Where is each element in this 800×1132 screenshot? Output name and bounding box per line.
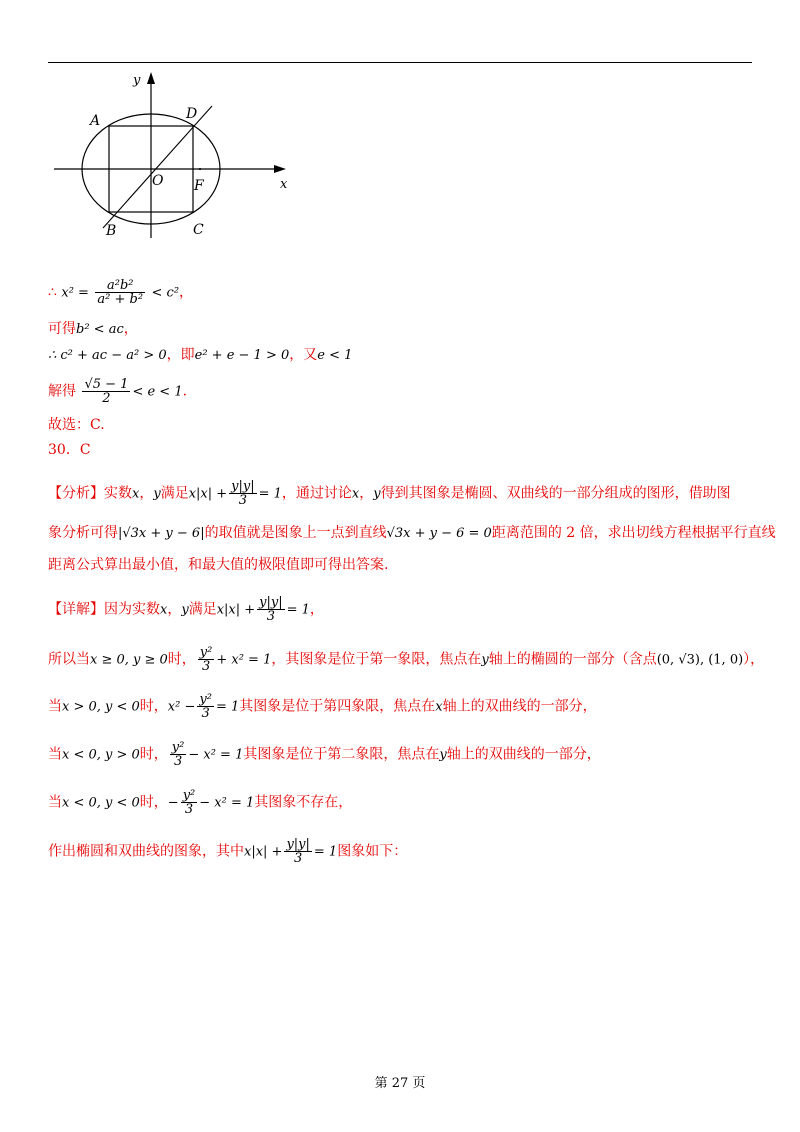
frac-num: y² <box>199 692 212 707</box>
therefore-symbol: ∴ <box>48 284 57 301</box>
text: ，又 <box>289 347 318 363</box>
text: 作出椭圆和双曲线的图象，其中 <box>48 843 244 860</box>
math-expr: = 1 <box>286 602 310 618</box>
frac-num: y² <box>171 740 185 755</box>
frac-den: a² + b² <box>97 292 144 307</box>
detail-line-1 <box>48 596 324 623</box>
math-expr: b² < ac <box>76 322 124 337</box>
line-e-inequality <box>48 344 352 367</box>
text: 其图象是位于第四象限，焦点在 <box>239 698 436 715</box>
var: x <box>435 699 443 715</box>
answer-line <box>48 414 105 436</box>
frac-num: a²b² <box>95 279 145 293</box>
math-expr: x ≥ 0, y ≥ 0 <box>90 652 168 668</box>
text: ， <box>359 485 374 502</box>
math-expr: − x² = 1 <box>199 795 255 811</box>
fraction <box>170 741 187 768</box>
fraction <box>198 646 215 673</box>
text: 得到其图象是椭圆、双曲线的一部分组成的图形，借助图 <box>380 485 731 502</box>
text: 满足 <box>160 485 189 502</box>
math-expr: x² = <box>61 285 89 301</box>
case-line-4 <box>48 789 352 816</box>
text: 距离范围的 2 倍，求出切线方程根据平行直线 <box>491 525 776 541</box>
math-expr: e² + e − 1 > 0 <box>194 348 290 363</box>
frac-den: 3 <box>173 754 183 769</box>
ellipse-figure <box>48 70 298 240</box>
case-line-2 <box>48 693 597 720</box>
text: 当 <box>48 698 62 715</box>
analysis-line-3 <box>48 554 388 576</box>
math-expr: ∴ c² + ac − a² > 0 <box>48 348 167 363</box>
fraction <box>95 279 145 306</box>
final-line <box>48 838 407 865</box>
text: 距离公式算出最小值，和最大值的极限值即可得出答案. <box>48 557 389 573</box>
frac-num: y|y| <box>286 837 310 852</box>
question-number <box>48 439 91 461</box>
text: 轴上的双曲线的一部分， <box>442 698 597 715</box>
var: x <box>132 486 140 502</box>
text: 时， <box>139 794 168 811</box>
math-expr: + x² = 1 <box>216 652 272 668</box>
frac-num: y|y| <box>259 595 283 610</box>
var: y <box>481 652 489 668</box>
text: 时， <box>167 651 196 668</box>
frac-den: 3 <box>294 851 303 866</box>
text: 轴上的双曲线的一部分， <box>446 746 601 763</box>
math-expr: e < 1 <box>317 348 353 363</box>
math-expr: x|x| + <box>216 602 256 618</box>
fraction <box>257 596 284 623</box>
analysis-tag: 【分析】 <box>48 485 104 502</box>
diagonal-line <box>103 106 212 228</box>
math-expr: x < 0, y > 0 <box>62 747 140 763</box>
var: y <box>181 602 189 618</box>
frac-den: 2 <box>102 391 111 406</box>
math-expr: |√3x + y − 6| <box>118 526 205 541</box>
text: 其图象是位于第二象限，焦点在 <box>243 746 440 763</box>
frac-den: 3 <box>201 706 210 721</box>
var: x <box>351 486 360 502</box>
frac-den: 3 <box>238 493 248 508</box>
text: 时， <box>139 698 168 715</box>
label-y: y <box>133 73 141 88</box>
text: 当 <box>48 794 62 811</box>
math-expr: x|x| + <box>188 486 228 502</box>
frac-num: √5 − 1 <box>84 377 129 392</box>
analysis-line-2 <box>48 522 776 545</box>
case-line-1 <box>48 646 764 673</box>
fraction <box>181 789 198 816</box>
fraction <box>197 693 214 720</box>
label-f: F <box>194 178 204 194</box>
math-expr: x² − <box>167 699 196 715</box>
text: ，即 <box>166 347 195 363</box>
label-d: D <box>186 106 198 122</box>
fraction <box>82 378 130 405</box>
text: 图象如下： <box>337 843 408 860</box>
analysis-line-1 <box>48 480 731 507</box>
text: 象分析可得 <box>48 525 118 541</box>
case-line-3 <box>48 741 601 768</box>
text: 时， <box>139 746 168 763</box>
detail-tag: 【详解】 <box>48 601 104 618</box>
text: ）， <box>743 651 765 668</box>
math-expr: x > 0, y < 0 <box>62 699 140 715</box>
label-o: O <box>152 173 164 189</box>
var: x <box>160 602 168 618</box>
line-solve <box>48 378 187 405</box>
math-expr: = 1 <box>258 486 282 502</box>
text: ， <box>167 601 182 618</box>
label-b: B <box>106 223 117 239</box>
line-b-squared <box>48 318 138 341</box>
punct: ， <box>179 284 194 301</box>
x-axis-arrow-icon <box>274 165 286 173</box>
text: 故选：C. <box>48 417 105 433</box>
label-c: C <box>193 222 204 238</box>
frac-num: y² <box>199 645 213 660</box>
fraction <box>229 480 256 507</box>
fraction <box>284 838 311 865</box>
var: y <box>153 486 161 502</box>
punct: ， <box>123 321 138 337</box>
text: 因为实数 <box>104 601 160 618</box>
text: 解得 <box>48 383 76 400</box>
math-expr: < c² <box>151 285 180 301</box>
frac-den: 3 <box>184 802 194 817</box>
math-expr: − <box>167 795 179 811</box>
text: 的取值就是图象上一点到直线 <box>204 525 387 541</box>
text: 可得 <box>48 321 76 337</box>
text: 当 <box>48 746 62 763</box>
header-rule <box>48 62 752 63</box>
line-x-squared <box>48 279 193 306</box>
var: y <box>439 747 447 763</box>
text: ，通过讨论 <box>281 485 352 502</box>
y-axis-arrow-icon <box>147 72 155 84</box>
punct: . <box>182 383 188 400</box>
math-expr: − x² = 1 <box>188 747 244 763</box>
text: 30．C <box>48 442 91 458</box>
frac-den: 3 <box>201 659 211 674</box>
text: 所以当 <box>48 651 90 668</box>
label-a: A <box>90 113 101 129</box>
math-expr: (0, √3), (1, 0) <box>656 652 744 668</box>
text: 其图象不存在， <box>254 794 353 811</box>
text: ， <box>139 485 154 502</box>
math-expr: x|x| + <box>244 844 283 860</box>
frac-num: y² <box>182 788 196 803</box>
frac-num: y|y| <box>231 479 255 494</box>
math-expr: < e < 1 <box>132 384 183 400</box>
math-expr: √3x + y − 6 = 0 <box>386 526 492 541</box>
punct: ， <box>309 601 324 618</box>
text: ，其图象是位于第一象限，焦点在 <box>271 651 482 668</box>
math-expr: = 1 <box>215 699 240 715</box>
text: 轴上的椭圆的一部分（含点 <box>488 651 657 668</box>
text: 满足 <box>188 601 217 618</box>
frac-den: 3 <box>266 609 276 624</box>
text: 实数 <box>104 485 132 502</box>
page-number: 第 27 页 <box>374 1076 426 1091</box>
math-expr: x < 0, y < 0 <box>62 795 140 811</box>
var: y <box>373 486 381 502</box>
label-x: x <box>280 177 288 192</box>
math-expr: = 1 <box>313 844 338 860</box>
